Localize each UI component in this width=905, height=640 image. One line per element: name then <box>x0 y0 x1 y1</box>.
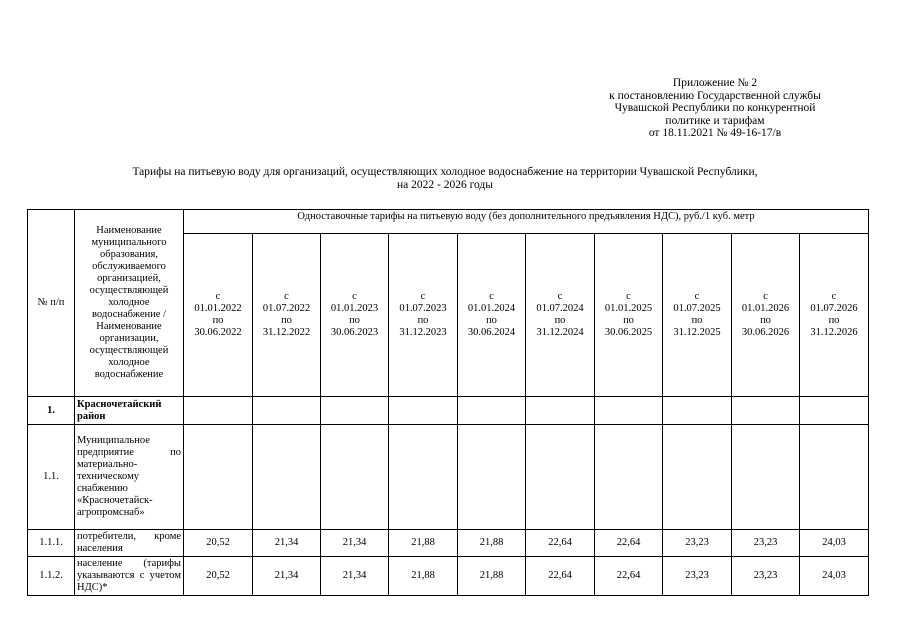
period-from-label: с <box>831 291 837 302</box>
period-to-label: по <box>417 315 429 326</box>
table-row <box>28 425 869 530</box>
period-from: 01.01.2026 <box>741 303 790 314</box>
tariff-value <box>321 425 389 530</box>
appendix-line: от 18.11.2021 № 49-16-17/в <box>648 127 782 139</box>
tariff-value: 21,34 <box>253 530 321 557</box>
period-from-label: с <box>352 291 357 302</box>
row-name: Муниципальное предприятие по материально-техническому снабжению «Красночетайск-агропромснаб» <box>75 425 184 530</box>
tariff-value <box>526 397 595 425</box>
tariff-value: 23,23 <box>732 557 800 596</box>
tariff-value <box>389 425 458 530</box>
row-number: 1.1.1. <box>28 530 75 557</box>
period-to: 30.06.2026 <box>741 327 790 338</box>
tariff-value: 21,34 <box>253 557 321 596</box>
tariff-value: 21,34 <box>321 557 389 596</box>
period-from-label: с <box>489 291 494 302</box>
header-period <box>458 234 526 397</box>
tariff-value <box>595 397 663 425</box>
period-to-label: по <box>281 315 292 326</box>
tariff-value <box>253 397 321 425</box>
appendix-line: Чувашской Республики по конкурентной <box>614 102 816 114</box>
period-to: 31.12.2025 <box>673 327 721 338</box>
tariff-value <box>321 397 389 425</box>
period-from: 01.01.2024 <box>467 303 516 314</box>
tariff-value <box>184 397 253 425</box>
tariff-value <box>184 425 253 530</box>
tariff-value <box>595 425 663 530</box>
row-name: Красночетайский район <box>75 397 184 425</box>
tariff-value: 21,88 <box>458 530 526 557</box>
tariff-value: 22,64 <box>595 557 663 596</box>
header-period <box>595 234 663 397</box>
period-from-label: с <box>626 291 631 302</box>
tariff-value: 23,23 <box>663 530 732 557</box>
period-from-label: с <box>420 291 426 302</box>
tariff-value <box>663 397 732 425</box>
header-period <box>321 234 389 397</box>
row-name: население (тарифы указываются с учетом НДС)* <box>75 557 184 596</box>
row-number: 1. <box>28 397 75 425</box>
appendix-block <box>560 77 870 140</box>
tariff-value: 22,64 <box>526 557 595 596</box>
table-row <box>28 557 869 596</box>
table-row <box>28 397 869 425</box>
tariff-value: 23,23 <box>732 530 800 557</box>
period-to-label: по <box>760 315 771 326</box>
header-period <box>253 234 321 397</box>
tariff-value: 22,64 <box>526 530 595 557</box>
document-title <box>60 166 830 192</box>
tariff-value: 23,23 <box>663 557 732 596</box>
header-period <box>184 234 253 397</box>
period-to: 31.12.2023 <box>399 327 447 338</box>
tariff-value: 21,88 <box>389 557 458 596</box>
appendix-line: Приложение № 2 <box>672 77 758 89</box>
period-to-label: по <box>691 315 703 326</box>
period-to: 31.12.2024 <box>536 327 584 338</box>
period-from: 01.01.2025 <box>604 303 653 314</box>
tariff-value: 22,64 <box>595 530 663 557</box>
header-period <box>800 234 869 397</box>
period-to: 31.12.2022 <box>262 327 311 338</box>
period-from: 01.07.2024 <box>536 303 584 314</box>
period-to: 30.06.2023 <box>330 327 379 338</box>
period-from: 01.01.2023 <box>330 303 379 314</box>
tariff-value: 20,52 <box>184 557 253 596</box>
tariff-value: 20,52 <box>184 530 253 557</box>
period-from-label: с <box>694 291 700 302</box>
tariff-value <box>458 425 526 530</box>
tariff-value <box>253 425 321 530</box>
row-number: 1.1. <box>28 425 75 530</box>
table-header-row <box>28 210 869 234</box>
table-row <box>28 530 869 557</box>
period-to: 31.12.2026 <box>810 327 858 338</box>
tariff-value <box>732 397 800 425</box>
period-from-label: с <box>284 291 289 302</box>
header-period <box>389 234 458 397</box>
tariff-value <box>526 425 595 530</box>
document-title-line1: Тарифы на питьевую воду для организаций, осуществляющих холодное водоснабжение на территории Чувашской Республики, <box>132 166 758 178</box>
period-to: 30.06.2024 <box>467 327 516 338</box>
period-from-label: с <box>215 291 221 302</box>
period-to-label: по <box>828 315 840 326</box>
period-to-label: по <box>486 315 497 326</box>
period-from: 01.07.2022 <box>262 303 311 314</box>
period-from: 01.07.2026 <box>810 303 858 314</box>
period-from: 01.01.2022 <box>194 303 242 314</box>
tariff-value: 21,34 <box>321 530 389 557</box>
tariff-value: 21,88 <box>389 530 458 557</box>
row-number: 1.1.2. <box>28 557 75 596</box>
tariff-value <box>663 425 732 530</box>
tariff-table <box>27 209 869 596</box>
period-to: 30.06.2022 <box>194 327 242 338</box>
appendix-line: к постановлению Государственной службы <box>609 89 821 102</box>
tariff-value: 24,03 <box>800 557 869 596</box>
tariff-value <box>458 397 526 425</box>
appendix-line: политике и тарифам <box>665 114 765 127</box>
period-from-label: с <box>557 291 563 302</box>
row-name: потребители, кроме населения <box>75 530 184 557</box>
header-num: № п/п <box>28 210 75 397</box>
header-period <box>526 234 595 397</box>
tariff-value <box>800 397 869 425</box>
header-group: Одноставочные тарифы на питьевую воду (без дополнительного предъявления НДС), руб./1 куб. метр <box>184 210 869 234</box>
period-to-label: по <box>349 315 360 326</box>
tariff-value: 21,88 <box>458 557 526 596</box>
period-from: 01.07.2023 <box>399 303 447 314</box>
period-from: 01.07.2025 <box>673 303 721 314</box>
period-from-label: с <box>763 291 768 302</box>
document-title-line2: на 2022 - 2026 годы <box>396 179 493 191</box>
tariff-value <box>389 397 458 425</box>
period-to-label: по <box>554 315 566 326</box>
period-to-label: по <box>623 315 634 326</box>
period-to-label: по <box>212 315 224 326</box>
tariff-value <box>800 425 869 530</box>
header-period <box>732 234 800 397</box>
period-to: 30.06.2025 <box>604 327 653 338</box>
tariff-value <box>732 425 800 530</box>
tariff-value: 24,03 <box>800 530 869 557</box>
header-period <box>663 234 732 397</box>
header-name: Наименование муниципального образования, обслуживаемого организацией, осуществляющей холодное водоснабжение / Наименование организации, осуществляющей холодное водоснабжение <box>75 210 184 397</box>
